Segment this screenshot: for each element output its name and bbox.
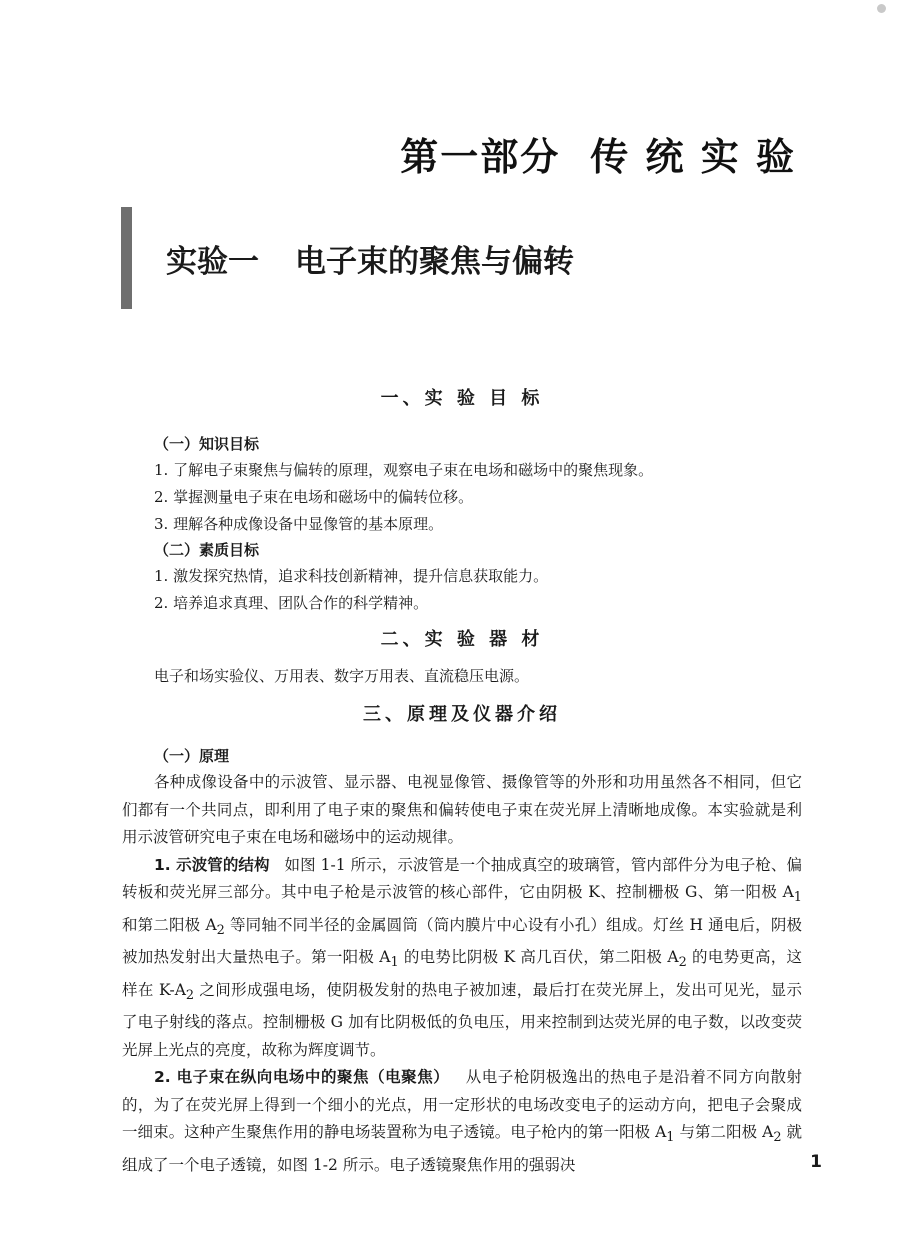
experiment-number: 实验一 [166,244,259,280]
part-name: 传 统 实 验 [590,135,796,179]
knowledge-item: 1. 了解电子束聚焦与偏转的原理，观察电子束在电场和磁场中的聚焦现象。 [154,461,654,479]
subheading-principle: （一）原理 [154,747,230,765]
page-number: 1 [810,1152,822,1172]
paragraph-heading: 1. 示波管的结构 [154,855,270,874]
subheading-knowledge: （一）知识目标 [154,435,260,453]
experiment-side-bar [121,207,132,309]
paragraph-oscilloscope-structure: 1. 示波管的结构 如图 1-1 所示，示波管是一个抽成真空的玻璃管，管内部件分为电子枪、偏转板和荧光屏三部分。其中电子枪是示波管的核心部件，它由阴极 K、控制栅极 G、第一阳极 $A_1$ 和第二阳极 $A_2$ 等同轴不同半径的金属圆筒（筒内膜片中心设有小孔）组成。灯丝 H 通电后，阴极被加热发射出大量热电子。第一阳极 $A_1$ 的电势比阴极 K 高几百伏，第二阳极 $A_2$ 的电势更高，这样在 $K-A_2$ 之间形成强电场，使阴极发射的热电子被加速，最后打在荧光屏上，发出可见光，显示了电子射线的落点。控制栅极 G 加有比阴极低的负电压，用来控制到达荧光屏的电子数，以改变荧光屏上光点的亮度，故称为辉度调节。 [122,855,803,1059]
part-title [400,126,796,181]
paragraph-intro: 各种成像设备中的示波管、显示器、电视显像管、摄像管等的外形和功用虽然各不相同，但它们都有一个共同点，即利用了电子束的聚焦和偏转使电子束在荧光屏上清晰地成像。本实验就是利用示波管研究电子束在电场和磁场中的运动规律。 [122,773,802,846]
knowledge-item: 3. 理解各种成像设备中显像管的基本原理。 [154,515,444,533]
part-prefix: 第一部分 [400,135,561,179]
quality-item: 2. 培养追求真理、团队合作的科学精神。 [154,594,429,612]
section-heading-objectives: 一、实 验 目 标 [380,388,544,409]
quality-item: 1. 激发探究热情，追求科技创新精神，提升信息获取能力。 [154,567,549,585]
section-heading-equipment: 二、实 验 器 材 [380,629,544,650]
subheading-quality: （二）素质目标 [154,541,260,559]
paragraph-heading: 2. 电子束在纵向电场中的聚焦（电聚焦） [154,1068,450,1087]
equipment-list: 电子和场实验仪、万用表、数字万用表、直流稳压电源。 [154,667,530,685]
corner-mark [877,4,886,13]
knowledge-item: 2. 掌握测量电子束在电场和磁场中的偏转位移。 [154,488,474,506]
page-content [122,384,802,1179]
section-heading-principle: 三、原理及仪器介绍 [363,704,561,725]
paragraph-electric-focusing: 2. 电子束在纵向电场中的聚焦（电聚焦） 从电子枪阴极逸出的热电子是沿着不同方向散射的，为了在荧光屏上得到一个细小的光点，用一定形状的电场改变电子的运动方向，把电子会聚成一细束。这种产生聚焦作用的静电场装置称为电子透镜。电子枪内的第一阳极 $A_1$ 与第二阳极 $A_2$ 就组成了一个电子透镜，如图 1-2 所示。电子透镜聚焦作用的强弱决 [122,1068,802,1174]
experiment-title [166,236,574,281]
experiment-name: 电子束的聚焦与偏转 [295,244,574,280]
